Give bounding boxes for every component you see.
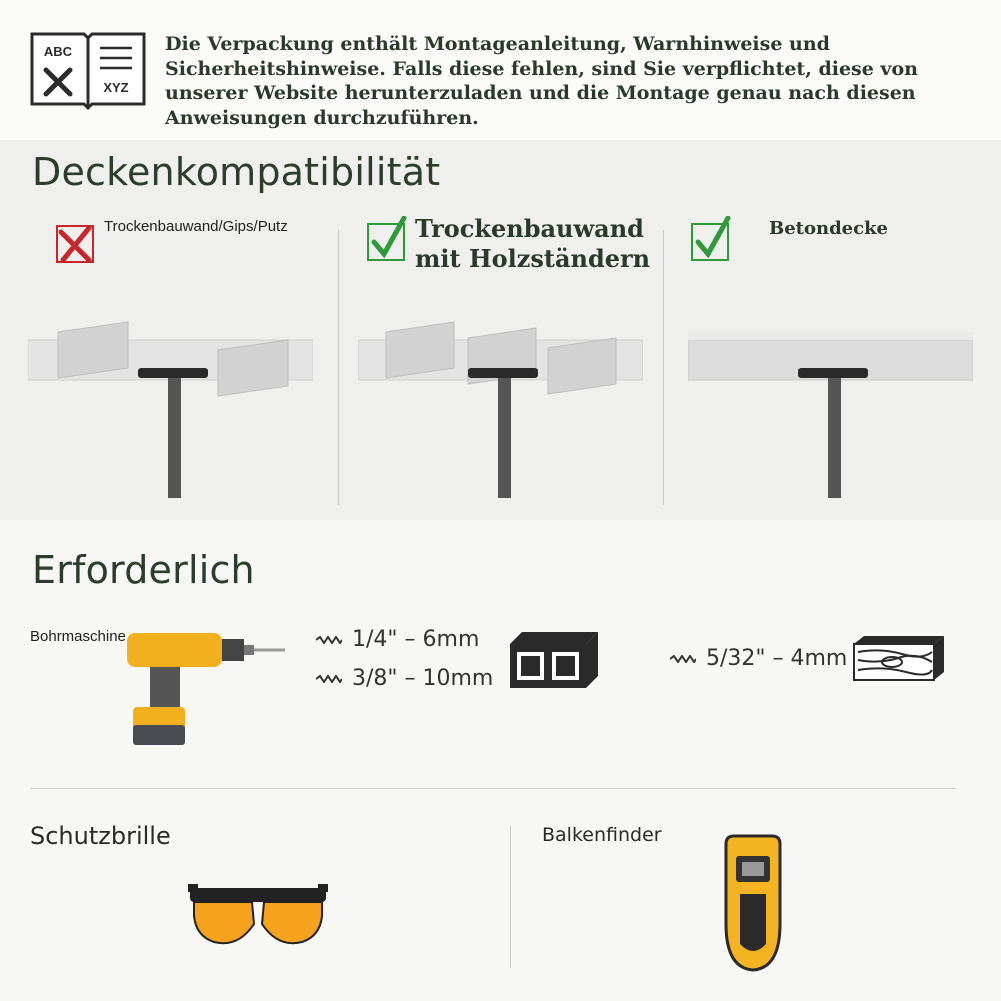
manual-icon-xyz: XYZ [103, 80, 129, 95]
safety-glasses-icon [188, 876, 328, 956]
section-divider [30, 788, 956, 789]
drill-bit-icon [670, 655, 696, 663]
column-divider [663, 230, 664, 505]
manual-icon-abc: ABC [43, 44, 73, 59]
drill-label: Bohrmaschine [30, 628, 126, 645]
required-title: Erforderlich [32, 548, 255, 592]
bit-row-4mm [670, 646, 847, 671]
safety-glasses-label: Schutzbrille [30, 822, 171, 850]
notice-text: Die Verpackung enthält Montageanleitung, Warnhinweise und Sicherheitshinweise. Falls diese fehlen, sind Sie verpflichtet, diese von unserer Website herunterzuladen und die Montage genau nach diesen Anweisungen durchzuführen. [165, 33, 918, 129]
header-notice [0, 0, 1001, 140]
check-icon [366, 216, 408, 262]
option-wood-stud-line2: mit Holzständern [415, 244, 651, 273]
bit-size-label: 1/4" – 6mm [352, 627, 480, 652]
stud-finder-label: Balkenfinder [542, 824, 662, 846]
option-wood-stud-label [415, 214, 650, 274]
drill-icon [125, 625, 290, 750]
manual-book-icon [28, 26, 148, 110]
drill-bit-icon [316, 636, 342, 644]
bit-size-label: 3/8" – 10mm [352, 666, 494, 691]
cinder-block-icon [508, 630, 600, 690]
bit-row-10mm [316, 666, 493, 691]
ceiling-title: Deckenkompatibilität [32, 150, 441, 194]
check-icon [690, 216, 732, 262]
wood-block-icon [852, 634, 946, 682]
drill-bit-icon [316, 675, 342, 683]
stud-finder-icon [720, 834, 786, 974]
option-wood-stud-line1: Trockenbauwand [415, 214, 644, 243]
column-divider [510, 826, 511, 968]
bit-size-label: 5/32" – 4mm [706, 646, 848, 671]
drywall-ceiling-illustration [28, 320, 313, 500]
column-divider [338, 230, 339, 505]
option-drywall-label: Trockenbauwand/Gips/Putz [104, 218, 288, 235]
cross-icon [55, 222, 97, 268]
ceiling-compatibility-section [0, 140, 1001, 520]
concrete-ceiling-illustration [688, 320, 973, 500]
bit-row-6mm [316, 627, 479, 652]
option-concrete-label: Betondecke [769, 218, 888, 239]
wood-stud-ceiling-illustration [358, 320, 643, 500]
